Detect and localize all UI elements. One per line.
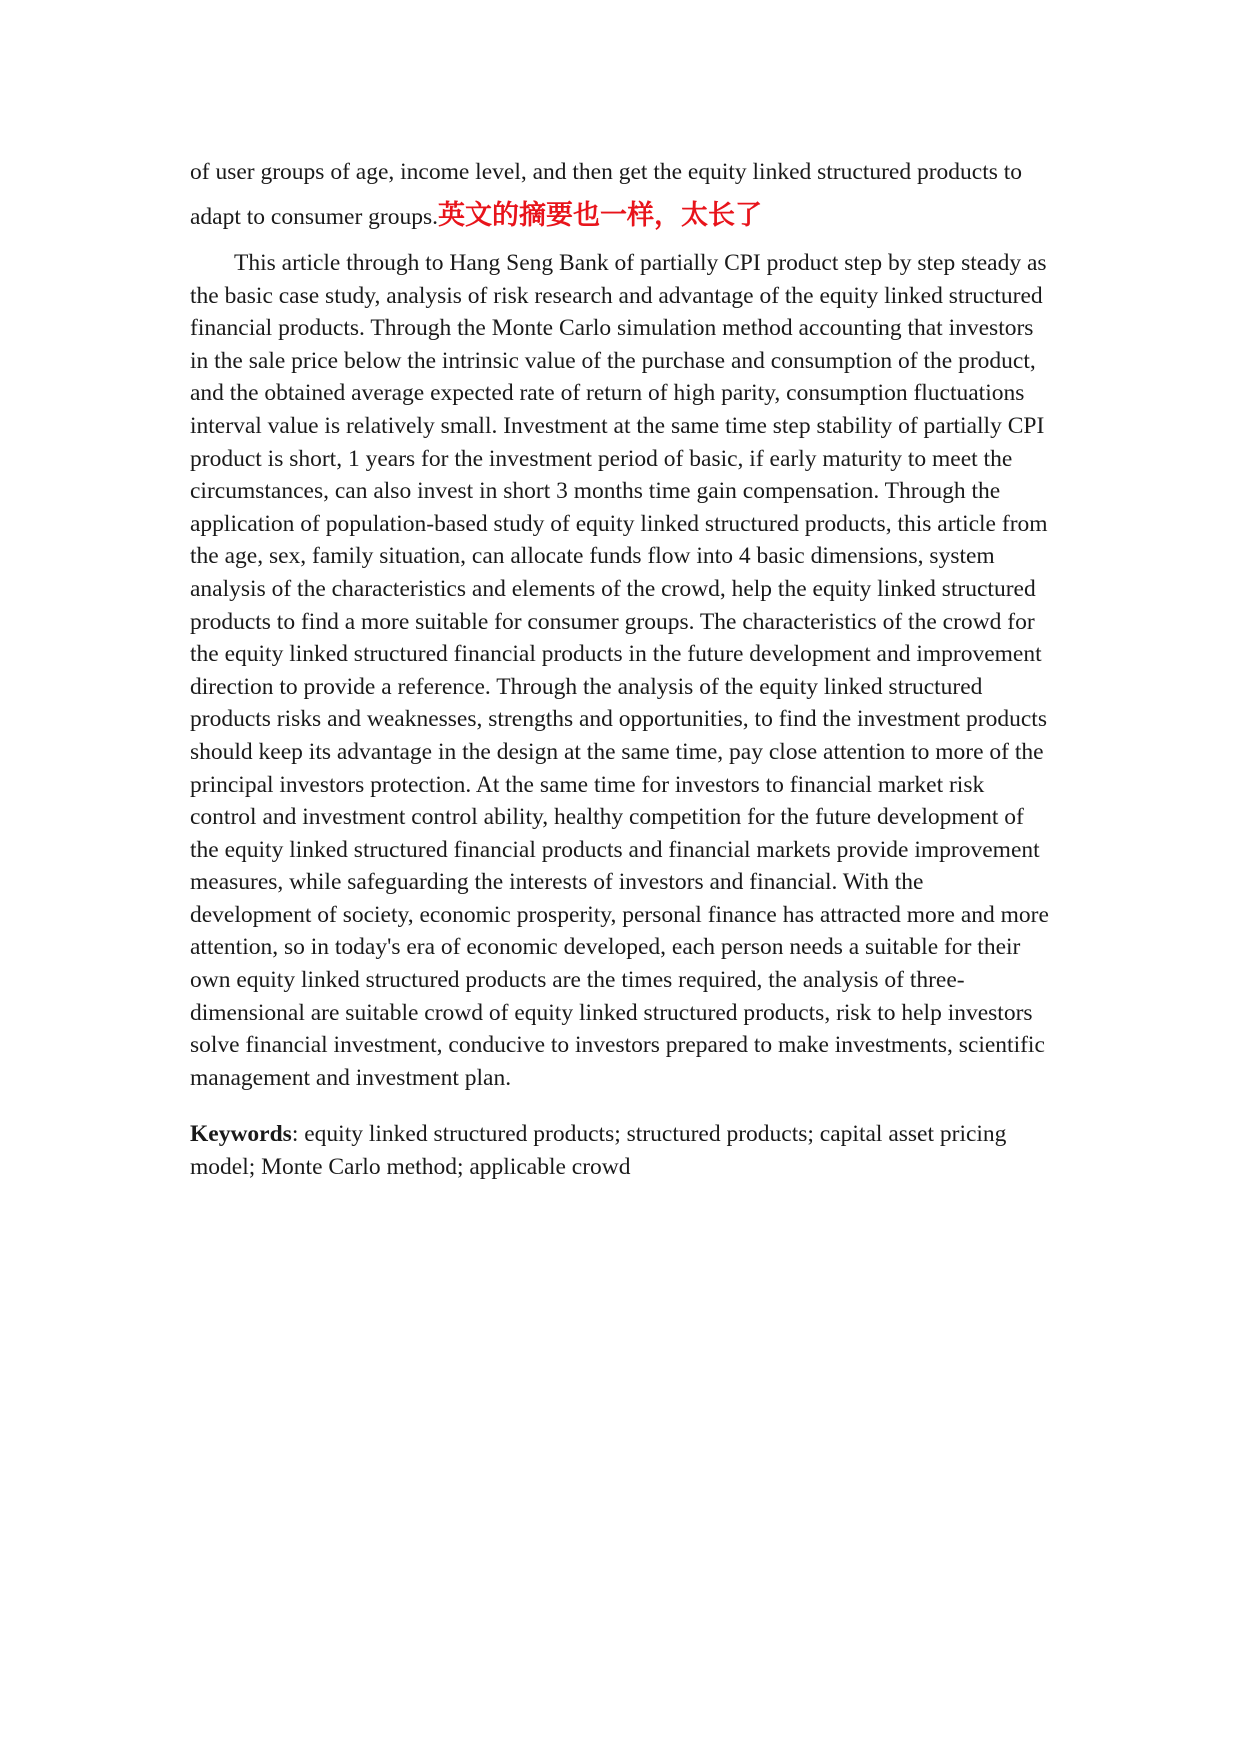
keywords-label: Keywords [190, 1121, 292, 1148]
continuation-paragraph [190, 150, 1050, 239]
keywords-text: : equity linked structured products; structured products; capital asset pricing model; Monte Carlo method; applicable crowd [190, 1121, 1007, 1181]
abstract-section [190, 150, 1050, 1184]
continuation-text: of user groups of age, income level, and then get the equity linked structured products to adapt to consumer groups. [190, 159, 1023, 230]
keywords-line [190, 1118, 1050, 1183]
reviewer-comment: 英文的摘要也一样，太长了 [438, 200, 763, 231]
abstract-paragraph: This article through to Hang Seng Bank of partially CPI product step by step steady as the basic case study, analysis of risk research and advantage of the equity linked structured financial products. Through the Monte Carlo simulation method accounting that investors in the sale price below the intrinsic value of the purchase and consumption of the product, and the obtained average expected rate of return of high parity, consumption fluctuations interval value is relatively small. Investment at the same time step stability of partially CPI product is short, 1 years for the investment period of basic, if early maturity to meet the circumstances, can also invest in short 3 months time gain compensation. Through the application of population-based study of equity linked structured products, this article from the age, sex, family situation, can allocate funds flow into 4 basic dimensions, system analysis of the characteristics and elements of the crowd, help the equity linked structured products to find a more suitable for consumer groups. The characteristics of the crowd for the equity linked structured financial products in the future development and improvement direction to provide a reference. Through the analysis of the equity linked structured products risks and weaknesses, strengths and opportunities, to find the investment products should keep its advantage in the design at the same time, pay close attention to more of the principal investors protection. At the same time for investors to financial market risk control and investment control ability, healthy competition for the future development of the equity linked structured financial products and financial markets provide improvement measures, while safeguarding the interests of investors and financial. With the development of society, economic prosperity, personal finance has attracted more and more attention, so in today's era of economic developed, each person needs a suitable for their own equity linked structured products are the times required, the analysis of three-dimensional are suitable crowd of equity linked structured products, risk to help investors solve financial investment, conducive to investors prepared to make investments, scientific management and investment plan. [190, 250, 1049, 1091]
